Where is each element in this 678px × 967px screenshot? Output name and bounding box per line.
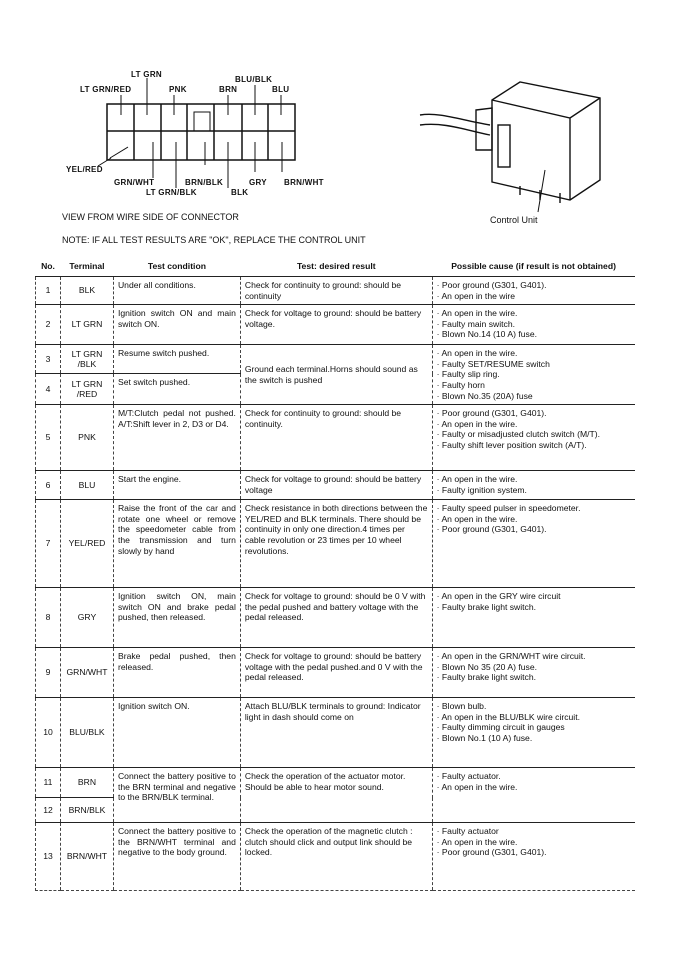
result-cell: Check the operation of the actuator motor. Should be able to hear motor sound. [240, 768, 432, 823]
cause-item: · Blown No.1 (10 A) fuse. [437, 733, 631, 744]
cause-item: · Poor ground (G301, G401). [437, 408, 631, 419]
cause-item: · An open in the wire. [437, 514, 631, 525]
cause-cell [432, 648, 635, 698]
condition-cell: Ignition switch ON, main switch ON and brake pedal pushed, then released. [113, 588, 240, 648]
cause-item: · Poor ground (G301, G401). [437, 524, 631, 535]
row-number: 1 [36, 277, 61, 305]
cause-item: · Faulty ignition system. [437, 485, 631, 496]
cause-item: · Blown bulb. [437, 701, 631, 712]
row-number: 3 [36, 345, 61, 374]
terminal-cell: GRN/WHT [60, 648, 113, 698]
terminal-cell: BLU [60, 471, 113, 500]
cause-item: · Faulty horn [437, 380, 631, 391]
wire-label: LT GRN/BLK [146, 188, 197, 197]
wire-label: BRN [219, 85, 238, 94]
table-row [36, 588, 636, 648]
condition-cell: Ignition switch ON. [113, 698, 240, 768]
row-number: 4 [36, 374, 61, 405]
row-number: 10 [36, 698, 61, 768]
cause-item: · Faulty speed pulser in speedometer. [437, 503, 631, 514]
table-row [36, 345, 636, 374]
cause-cell [432, 698, 635, 768]
table-row [36, 405, 636, 471]
condition-cell: Under all conditions. [113, 277, 240, 305]
cause-cell [432, 345, 635, 405]
wire-label: GRN/WHT [114, 178, 155, 187]
cause-item: · Blown No.35 (20A) fuse [437, 391, 631, 402]
header-result: Test: desired result [296, 260, 376, 271]
note-text: NOTE: IF ALL TEST RESULTS ARE "OK", REPLACE THE CONTROL UNIT [62, 235, 366, 245]
result-cell: Check for voltage to ground: should be battery voltage [240, 471, 432, 500]
cause-item: · Faulty actuator [437, 826, 631, 837]
cause-item: · An open in the wire. [437, 308, 631, 319]
terminal-cell: YEL/RED [60, 500, 113, 588]
cause-item: · Blown No 35 (20 A) fuse. [437, 662, 631, 673]
wire-label: GRY [249, 178, 267, 187]
wire-label: BRN/WHT [284, 178, 324, 187]
result-cell: Ground each terminal.Horns should sound as the switch is pushed [240, 345, 432, 405]
row-number: 6 [36, 471, 61, 500]
header-condition: Test condition [147, 260, 206, 271]
result-cell: Attach BLU/BLK terminals to ground: Indicator light in dash should come on [240, 698, 432, 768]
cause-cell [432, 768, 635, 823]
cause-item: · Faulty actuator. [437, 771, 631, 782]
condition-cell: M/T:Clutch pedal not pushed. A/T:Shift lever in 2, D3 or D4. [113, 405, 240, 471]
row-number: 13 [36, 823, 61, 891]
cause-item: · An open in the wire. [437, 474, 631, 485]
table-row [36, 500, 636, 588]
condition-cell: Connect the battery positive to the BRN/WHT terminal and negative to the body ground. [113, 823, 240, 891]
cause-cell [432, 823, 635, 891]
cause-item: · An open in the wire [437, 291, 631, 302]
cause-item: · Poor ground (G301, G401). [437, 280, 631, 291]
control-unit-label: Control Unit [490, 215, 538, 225]
condition-cell: Start the engine. [113, 471, 240, 500]
terminal-cell: LT GRN /RED [60, 374, 113, 405]
cause-cell [432, 588, 635, 648]
cause-cell [432, 405, 635, 471]
table-row [36, 648, 636, 698]
cause-item: · An open in the wire. [437, 348, 631, 359]
connector-caption: VIEW FROM WIRE SIDE OF CONNECTOR [62, 212, 239, 222]
row-number: 8 [36, 588, 61, 648]
terminal-cell: BRN/WHT [60, 823, 113, 891]
terminal-cell: BLU/BLK [60, 698, 113, 768]
cause-item: · Faulty dimming circuit in gauges [437, 722, 631, 733]
table-row [36, 823, 636, 891]
cause-item: · An open in the wire. [437, 782, 631, 793]
cause-item: · Poor ground (G301, G401). [437, 847, 631, 858]
result-cell: Check for continuity to ground: should be continuity [240, 277, 432, 305]
cause-item: · An open in the wire. [437, 837, 631, 848]
cause-item: · Faulty brake light switch. [437, 602, 631, 613]
terminal-cell: LT GRN /BLK [60, 345, 113, 374]
header-no: No. [41, 260, 55, 271]
wire-label: PNK [169, 85, 187, 94]
condition-cell: Ignition switch ON and main switch ON. [113, 305, 240, 345]
wire-label: BRN/BLK [185, 178, 224, 187]
result-cell: Check for voltage to ground: should be 0 V with the pedal pushed and battery voltage with the pedal released. [240, 588, 432, 648]
cause-item: · Faulty brake light switch. [437, 672, 631, 683]
result-cell: Check resistance in both directions between the YEL/RED and BLK terminals. There should be continuity in only one direction.4 times per cable revolution or 23 times per 10 wheel revolutions. [240, 500, 432, 588]
cause-item: · An open in the GRY wire circuit [437, 591, 631, 602]
wire-label: LT GRN/RED [80, 85, 132, 94]
control-unit-illustration [420, 82, 600, 212]
condition-cell: Resume switch pushed. [113, 345, 240, 374]
terminal-cell: BRN/BLK [60, 798, 113, 823]
cause-item: · Faulty or misadjusted clutch switch (M/T). [437, 429, 631, 440]
wire-label: BLK [231, 188, 249, 197]
troubleshooting-table [35, 256, 635, 891]
result-cell: Check the operation of the magnetic clutch : clutch should click and output link should be locked. [240, 823, 432, 891]
terminal-cell: BRN [60, 768, 113, 798]
row-number: 11 [36, 768, 61, 798]
cause-item: · An open in the BLU/BLK wire circuit. [437, 712, 631, 723]
table-row [36, 768, 636, 798]
row-number: 12 [36, 798, 61, 823]
row-number: 7 [36, 500, 61, 588]
terminal-cell: GRY [60, 588, 113, 648]
condition-cell: Raise the front of the car and rotate one wheel or remove the speedometer cable from the transmission and turn slowly by hand [113, 500, 240, 588]
cause-item: · An open in the GRN/WHT wire circuit. [437, 651, 631, 662]
result-cell: Check for continuity to ground: should be continuity. [240, 405, 432, 471]
table-row [36, 305, 636, 345]
wire-label: BLU/BLK [235, 75, 273, 84]
header-cause: Possible cause (if result is not obtained) [451, 260, 616, 271]
table-row [36, 698, 636, 768]
condition-cell: Set switch pushed. [113, 374, 240, 405]
condition-cell: Brake pedal pushed, then released. [113, 648, 240, 698]
row-number: 9 [36, 648, 61, 698]
cause-item: · Blown No.14 (10 A) fuse. [437, 329, 631, 340]
cause-item: · Faulty slip ring. [437, 369, 631, 380]
terminal-cell: BLK [60, 277, 113, 305]
wire-label: YEL/RED [66, 165, 103, 174]
terminal-cell: LT GRN [60, 305, 113, 345]
cause-item: · Faulty shift lever position switch (A/T). [437, 440, 631, 451]
cause-item: · Faulty main switch. [437, 319, 631, 330]
cause-item: · Faulty SET/RESUME switch [437, 359, 631, 370]
wire-label: LT GRN [131, 70, 162, 79]
terminal-cell: PNK [60, 405, 113, 471]
row-number: 2 [36, 305, 61, 345]
cause-cell [432, 471, 635, 500]
row-number: 5 [36, 405, 61, 471]
cause-item: · An open in the wire. [437, 419, 631, 430]
header-terminal: Terminal [69, 260, 105, 271]
condition-cell: Connect the battery positive to the BRN terminal and negative to the BRN/BLK terminal. [113, 768, 240, 823]
wire-label: BLU [272, 85, 290, 94]
table-row [36, 471, 636, 500]
result-cell: Check for voltage to ground: should be battery voltage. [240, 305, 432, 345]
table-row [36, 277, 636, 305]
cause-cell [432, 500, 635, 588]
cause-cell [432, 277, 635, 305]
result-cell: Check for voltage to ground: should be battery voltage with the pedal pushed.and 0 V with the pedal released. [240, 648, 432, 698]
cause-cell [432, 305, 635, 345]
